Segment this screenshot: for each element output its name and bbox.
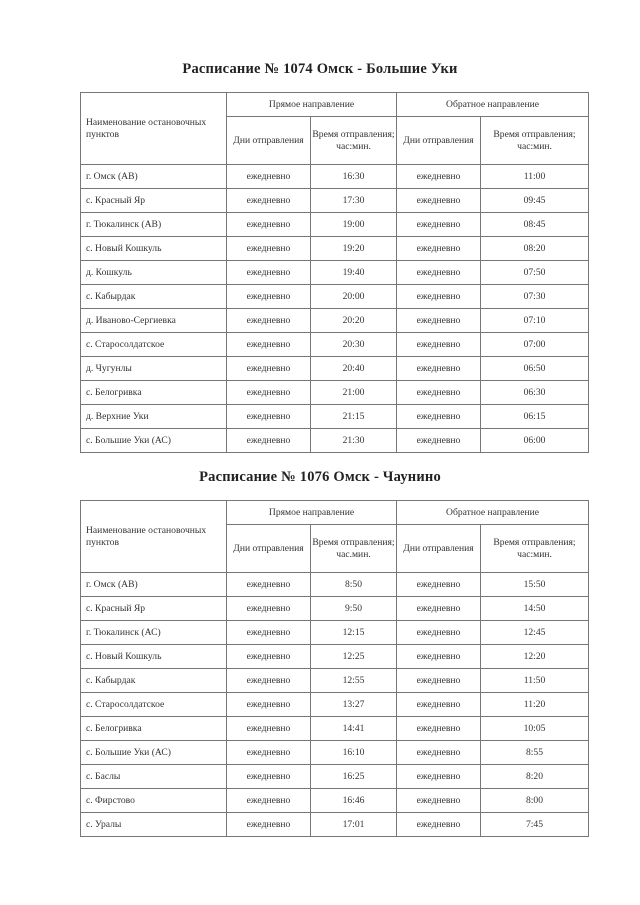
backward-time-cell: 09:45: [481, 189, 589, 213]
backward-time-cell: 08:45: [481, 213, 589, 237]
backward-days-cell: ежедневно: [397, 645, 481, 669]
stop-name-cell: с. Белогривка: [81, 717, 227, 741]
forward-time-cell: 17:01: [311, 813, 397, 837]
table-row: [81, 381, 589, 405]
stop-name-cell: с. Кабырдак: [81, 669, 227, 693]
forward-time-cell: 19:00: [311, 213, 397, 237]
backward-days-cell: ежедневно: [397, 597, 481, 621]
table-row: [81, 333, 589, 357]
forward-days-cell: ежедневно: [227, 285, 311, 309]
forward-time-cell: 13:27: [311, 693, 397, 717]
backward-time-cell: 07:00: [481, 333, 589, 357]
forward-days-cell: ежедневно: [227, 405, 311, 429]
forward-days-cell: ежедневно: [227, 333, 311, 357]
forward-time-cell: 21:15: [311, 405, 397, 429]
backward-time-cell: 08:20: [481, 237, 589, 261]
backward-days-cell: ежедневно: [397, 165, 481, 189]
header-stop-names: Наименование остановочных пунктов: [81, 501, 227, 573]
forward-days-cell: ежедневно: [227, 261, 311, 285]
stop-name-cell: с. Новый Кошкуль: [81, 645, 227, 669]
stop-name-cell: с. Кабырдак: [81, 285, 227, 309]
backward-time-cell: 10:05: [481, 717, 589, 741]
backward-days-cell: ежедневно: [397, 573, 481, 597]
forward-days-cell: ежедневно: [227, 381, 311, 405]
forward-time-cell: 20:30: [311, 333, 397, 357]
table-row: [81, 309, 589, 333]
forward-days-cell: ежедневно: [227, 741, 311, 765]
backward-days-cell: ежедневно: [397, 213, 481, 237]
forward-days-cell: ежедневно: [227, 309, 311, 333]
stop-name-cell: с. Большие Уки (АС): [81, 741, 227, 765]
forward-days-cell: ежедневно: [227, 357, 311, 381]
stop-name-cell: д. Кошкуль: [81, 261, 227, 285]
backward-time-cell: 11:00: [481, 165, 589, 189]
header-backward-direction: Обратное направление: [397, 501, 589, 525]
header-backward-time: Время отправления; час:мин.: [481, 117, 589, 165]
header-forward-days: Дни отправления: [227, 117, 311, 165]
forward-days-cell: ежедневно: [227, 669, 311, 693]
backward-days-cell: ежедневно: [397, 741, 481, 765]
forward-days-cell: ежедневно: [227, 765, 311, 789]
backward-days-cell: ежедневно: [397, 669, 481, 693]
forward-time-cell: 12:55: [311, 669, 397, 693]
header-backward-direction: Обратное направление: [397, 93, 589, 117]
backward-time-cell: 07:10: [481, 309, 589, 333]
forward-time-cell: 8:50: [311, 573, 397, 597]
table-row: [81, 405, 589, 429]
backward-time-cell: 15:50: [481, 573, 589, 597]
backward-days-cell: ежедневно: [397, 765, 481, 789]
table-row: [81, 621, 589, 645]
schedule-title-1076: Расписание № 1076 Омск - Чаунино: [199, 469, 441, 485]
backward-time-cell: 12:20: [481, 645, 589, 669]
stop-name-cell: г. Тюкалинск (АС): [81, 621, 227, 645]
forward-time-cell: 21:30: [311, 429, 397, 453]
forward-time-cell: 12:25: [311, 645, 397, 669]
forward-time-cell: 12:15: [311, 621, 397, 645]
forward-time-cell: 16:25: [311, 765, 397, 789]
forward-days-cell: ежедневно: [227, 429, 311, 453]
backward-time-cell: 06:15: [481, 405, 589, 429]
forward-time-cell: 16:46: [311, 789, 397, 813]
table-row: [81, 597, 589, 621]
backward-days-cell: ежедневно: [397, 429, 481, 453]
backward-time-cell: 14:50: [481, 597, 589, 621]
backward-time-cell: 06:50: [481, 357, 589, 381]
stop-name-cell: д. Чугунлы: [81, 357, 227, 381]
backward-time-cell: 7:45: [481, 813, 589, 837]
stop-name-cell: с. Старосолдатское: [81, 333, 227, 357]
backward-days-cell: ежедневно: [397, 381, 481, 405]
forward-days-cell: ежедневно: [227, 237, 311, 261]
backward-time-cell: 06:00: [481, 429, 589, 453]
backward-time-cell: 12:45: [481, 621, 589, 645]
stop-name-cell: с. Белогривка: [81, 381, 227, 405]
backward-days-cell: ежедневно: [397, 285, 481, 309]
table-row: [81, 213, 589, 237]
stop-name-cell: с. Большие Уки (АС): [81, 429, 227, 453]
table-row: [81, 813, 589, 837]
forward-time-cell: 19:40: [311, 261, 397, 285]
header-forward-direction: Прямое направление: [227, 501, 397, 525]
backward-days-cell: ежедневно: [397, 309, 481, 333]
forward-time-cell: 19:20: [311, 237, 397, 261]
schedule-table-1074: [80, 92, 589, 453]
table-row: [81, 669, 589, 693]
stop-name-cell: с. Уралы: [81, 813, 227, 837]
header-forward-days: Дни отправления: [227, 525, 311, 573]
forward-days-cell: ежедневно: [227, 693, 311, 717]
backward-time-cell: 11:50: [481, 669, 589, 693]
forward-days-cell: ежедневно: [227, 717, 311, 741]
stop-name-cell: с. Красный Яр: [81, 597, 227, 621]
backward-days-cell: ежедневно: [397, 333, 481, 357]
backward-time-cell: 8:00: [481, 789, 589, 813]
forward-days-cell: ежедневно: [227, 165, 311, 189]
forward-days-cell: ежедневно: [227, 213, 311, 237]
header-forward-time: Время отправления; час:мин.: [311, 117, 397, 165]
header-backward-days: Дни отправления: [397, 525, 481, 573]
stop-name-cell: г. Омск (АВ): [81, 165, 227, 189]
header-stop-names: Наименование остановочных пунктов: [81, 93, 227, 165]
forward-days-cell: ежедневно: [227, 789, 311, 813]
backward-days-cell: ежедневно: [397, 261, 481, 285]
backward-time-cell: 07:50: [481, 261, 589, 285]
stop-name-cell: г. Омск (АВ): [81, 573, 227, 597]
forward-time-cell: 16:10: [311, 741, 397, 765]
forward-time-cell: 20:00: [311, 285, 397, 309]
backward-time-cell: 8:20: [481, 765, 589, 789]
table-row: [81, 765, 589, 789]
backward-days-cell: ежедневно: [397, 717, 481, 741]
table-row: [81, 165, 589, 189]
forward-time-cell: 21:00: [311, 381, 397, 405]
backward-days-cell: ежедневно: [397, 621, 481, 645]
backward-days-cell: ежедневно: [397, 813, 481, 837]
forward-days-cell: ежедневно: [227, 597, 311, 621]
forward-time-cell: 9:50: [311, 597, 397, 621]
header-backward-days: Дни отправления: [397, 117, 481, 165]
table-row: [81, 717, 589, 741]
schedule-title-1074: Расписание № 1074 Омск - Большие Уки: [182, 61, 458, 77]
stop-name-cell: с. Баслы: [81, 765, 227, 789]
table-row: [81, 645, 589, 669]
stop-name-cell: с. Новый Кошкуль: [81, 237, 227, 261]
backward-time-cell: 06:30: [481, 381, 589, 405]
stop-name-cell: с. Старосолдатское: [81, 693, 227, 717]
table-row: [81, 429, 589, 453]
forward-days-cell: ежедневно: [227, 645, 311, 669]
forward-time-cell: 16:30: [311, 165, 397, 189]
table-row: [81, 357, 589, 381]
header-forward-time: Время отправления; час.мин.: [311, 525, 397, 573]
table-row: [81, 741, 589, 765]
table-row: [81, 189, 589, 213]
forward-days-cell: ежедневно: [227, 189, 311, 213]
forward-days-cell: ежедневно: [227, 621, 311, 645]
forward-time-cell: 14:41: [311, 717, 397, 741]
backward-days-cell: ежедневно: [397, 357, 481, 381]
forward-days-cell: ежедневно: [227, 813, 311, 837]
backward-time-cell: 07:30: [481, 285, 589, 309]
header-forward-direction: Прямое направление: [227, 93, 397, 117]
stop-name-cell: г. Тюкалинск (АВ): [81, 213, 227, 237]
table-row: [81, 285, 589, 309]
table-row: [81, 261, 589, 285]
forward-time-cell: 20:40: [311, 357, 397, 381]
stop-name-cell: д. Иваново-Сергиевка: [81, 309, 227, 333]
forward-time-cell: 20:20: [311, 309, 397, 333]
backward-time-cell: 8:55: [481, 741, 589, 765]
forward-days-cell: ежедневно: [227, 573, 311, 597]
schedule-table-1076: [80, 500, 589, 837]
table-row: [81, 789, 589, 813]
stop-name-cell: с. Красный Яр: [81, 189, 227, 213]
backward-days-cell: ежедневно: [397, 237, 481, 261]
backward-days-cell: ежедневно: [397, 693, 481, 717]
backward-days-cell: ежедневно: [397, 189, 481, 213]
stop-name-cell: с. Фирстово: [81, 789, 227, 813]
table-row: [81, 573, 589, 597]
backward-time-cell: 11:20: [481, 693, 589, 717]
forward-time-cell: 17:30: [311, 189, 397, 213]
table-row: [81, 237, 589, 261]
stop-name-cell: д. Верхние Уки: [81, 405, 227, 429]
backward-days-cell: ежедневно: [397, 789, 481, 813]
table-row: [81, 693, 589, 717]
header-backward-time: Время отправления; час:мин.: [481, 525, 589, 573]
backward-days-cell: ежедневно: [397, 405, 481, 429]
